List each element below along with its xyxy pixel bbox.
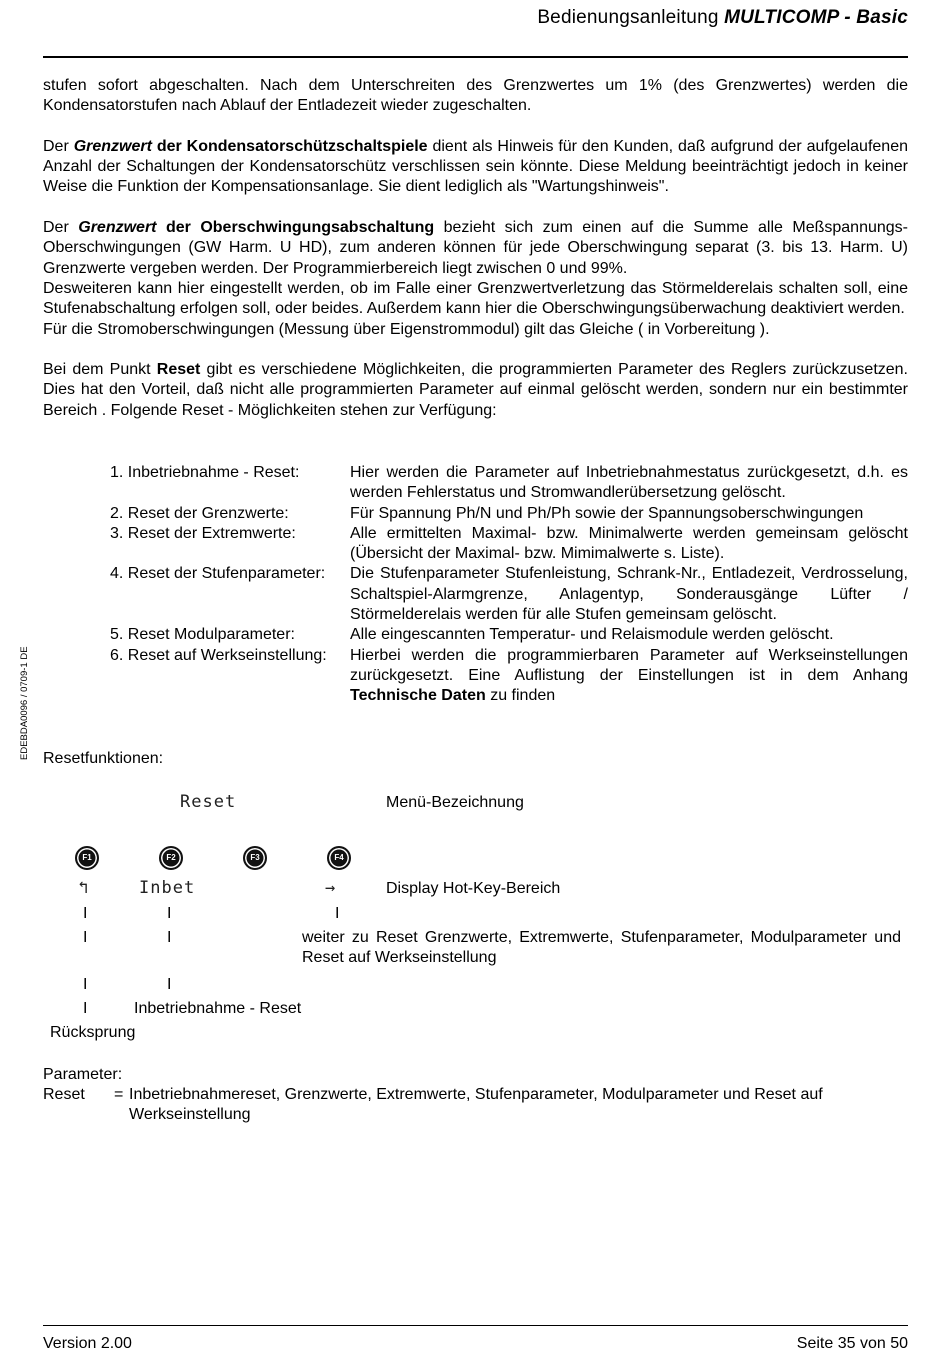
p3-rest: bezieht sich zum einen auf die Summe alle Meßspannungs-Oberschwingungen (GW Harm. U HD), zum anderen können für jede Oberschwingung separat (3. bis 13. Harm. U) Grenzwerte vergeben werden. Der Programmierbereich liegt zwischen 0 und 99%. [43, 219, 908, 277]
reset-item [110, 646, 908, 707]
p3-italic: Grenzwert [78, 219, 157, 237]
reset-item [110, 463, 908, 504]
reset-item-desc: Alle eingescannten Temperatur- und Relaismodule werden gelöscht. [350, 626, 834, 644]
inbetriebnahme-text: Inbetriebnahme - Reset [134, 1000, 302, 1017]
reset-item-desc: Die Stufenparameter Stufenleistung, Schrank-Nr., Entladezeit, Verdrosselung, Schaltspiel-Alarmgrenze, Anlagentyp, Sonderausgänge Lüfter / Störmelderelais werden für alle Stufen gemeinsam gelöscht. [350, 565, 908, 624]
reset-options-list [110, 463, 908, 707]
connector-bar: I [167, 976, 172, 993]
reset-item [110, 564, 908, 625]
reset-item-desc-text: Hierbei werden die programmierbaren Parameter auf Werkseinstellungen zurückgesetzt. Eine Auflistung der Einstellungen ist in dem Anhang [350, 646, 908, 684]
reset-item-label: 2. Reset der Grenzwerte: [110, 504, 289, 522]
reset-item-label: 4. Reset der Stufenparameter: [110, 565, 326, 583]
page-footer [43, 1325, 908, 1352]
p2-rest: dient als Hinweis für den Kunden, daß aufgrund der aufgelaufenen Anzahl der Schaltungen der Kondensatorschütz verschlissen sein könnte. Diese Meldung beeinträchtigt jedoch in keiner Weise die Funktion der Kompensationsanlage. Sie dient lediglich als "Wartungshinweis". [43, 137, 908, 196]
p3-pre: Der [43, 219, 79, 237]
p3-bold: der Oberschwingungsabschaltung [156, 219, 435, 237]
connector-bar: I [83, 929, 88, 946]
reset-item-label: 1. Inbetriebnahme - Reset: [110, 464, 300, 481]
f4-key-label: F4 [334, 853, 344, 862]
p6-pre: Bei dem Punkt [43, 361, 157, 379]
back-arrow-icon: ↰ [78, 878, 90, 898]
lcd-inbet: Inbet [139, 878, 196, 898]
body-text [43, 76, 908, 441]
connector-bar: I [83, 905, 88, 922]
connector-bar: I [167, 929, 172, 946]
ruecksprung-text: Rücksprung [50, 1024, 136, 1041]
f4-key[interactable] [327, 846, 351, 870]
version-label: Version 2.00 [43, 1335, 132, 1352]
header-title [537, 8, 908, 28]
page-header [43, 6, 908, 58]
f3-key-label: F3 [250, 853, 260, 862]
header-title-plain: Bedienungsanleitung [537, 7, 725, 28]
reset-item-desc-bold: Technische Daten [350, 687, 486, 705]
f2-key[interactable] [159, 846, 183, 870]
p6-rest: gibt es verschiedene Möglichkeiten, die programmierten Parameter des Reglers zurückzusetzen. Dies hat den Vorteil, daß nicht alle programmierten Parameter auf einmal gelöscht werden, sondern nur ein bestimmter Bereich . Folgende Reset - Möglichkeiten stehen zur Verfügung: [43, 361, 909, 419]
reset-item-desc: Hier werden die Parameter auf Inbetriebnahmestatus zurückgesetzt, d.h. es werden Fehlerstatus und Stromwandlerübersetzung gelöscht. [350, 464, 908, 502]
f2-key-label: F2 [166, 853, 176, 862]
paragraph-3 [43, 218, 908, 279]
reset-item-desc-after: zu finden [485, 687, 556, 705]
reset-item [110, 625, 908, 645]
reset-item-label: 5. Reset Modulparameter: [110, 626, 295, 644]
paragraph-4: Desweiteren kann hier eingestellt werden, ob im Falle einer Grenzwertverletzung das Störmelderelais schalten soll, eine Stufenabschaltung erfolgen soll, oder beides. Außerdem kann hier die Oberschwingungsüberwachung deaktiviert werden. [43, 279, 908, 318]
connector-bar: I [83, 1000, 88, 1017]
paragraph-1: stufen sofort abgeschalten. Nach dem Unterschreiten des Grenzwertes um 1% (des Grenzwertes) werden die Kondensatorstufen nach Ablauf der Entladezeit wieder zugeschalten. [43, 77, 908, 115]
parameter-value: Inbetriebnahmereset, Grenzwerte, Extremwerte, Stufenparameter, Modulparameter und Reset auf Werkseinstellung [129, 1086, 823, 1124]
paragraph-2 [43, 137, 908, 198]
weiter-text: weiter zu Reset Grenzwerte, Extremwerte, Stufenparameter, Modulparameter und Reset auf Werkseinstellung [302, 929, 901, 967]
reset-item [110, 504, 908, 524]
f1-key[interactable] [75, 846, 99, 870]
p2-pre: Der [43, 137, 74, 155]
connector-bar: I [167, 905, 172, 922]
header-title-product: MULTICOMP - Basic [724, 7, 908, 28]
p2-italic: Grenzwert [73, 137, 152, 155]
reset-item-desc: Alle ermittelten Maximal- bzw. Minimalwerte werden gemeinsam gelöscht (Übersicht der Maximal- bzw. Mimimalwerte s. Liste). [350, 524, 908, 563]
document-code: EDEBDA0096 / 0709-1 DE [19, 646, 30, 760]
diagram-heading: Resetfunktionen: [43, 750, 164, 767]
parameter-eq: = [114, 1086, 124, 1103]
menu-caption: Menü-Bezeichnung [386, 794, 524, 811]
parameter-name: Reset [43, 1086, 85, 1103]
f3-key[interactable] [243, 846, 267, 870]
page-number: Seite 35 von 50 [796, 1335, 908, 1352]
reset-item [110, 524, 908, 565]
p6-bold: Reset [156, 361, 201, 379]
hotkey-caption: Display Hot-Key-Bereich [386, 880, 561, 897]
reset-item-label: 3. Reset der Extremwerte: [110, 524, 296, 542]
connector-bar: I [83, 976, 88, 993]
right-arrow-icon: → [325, 878, 337, 898]
paragraph-6 [43, 360, 908, 421]
f1-key-label: F1 [82, 853, 92, 862]
paragraph-5: Für die Stromoberschwingungen (Messung über Eigenstrommodul) gilt das Gleiche ( in Vorbereitung ). [43, 320, 770, 338]
reset-item-label: 6. Reset auf Werkseinstellung: [110, 646, 327, 664]
connector-bar: I [335, 905, 340, 922]
lcd-menu-name: Reset [180, 792, 237, 812]
reset-item-desc [350, 646, 908, 707]
parameter-heading: Parameter: [43, 1066, 123, 1083]
reset-item-desc: Für Spannung Ph/N und Ph/Ph sowie der Spannungsoberschwingungen [350, 504, 864, 522]
p2-bold: der Kondensatorschützschaltspiele [151, 137, 428, 155]
